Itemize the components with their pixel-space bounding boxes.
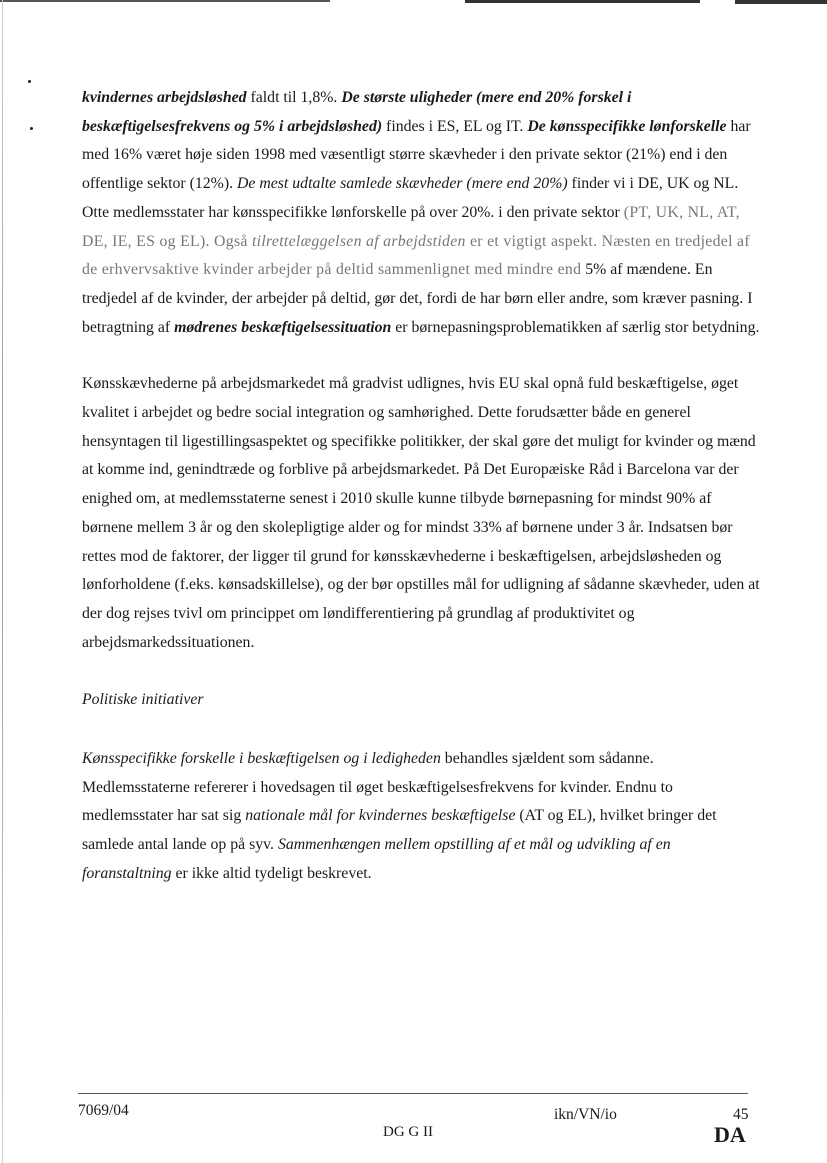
emphasis-text: De kønsspecifikke lønforskelle	[527, 117, 727, 135]
paragraph-initiatives	[82, 745, 760, 889]
emphasis-text: De største uligheder (mere end 20% forskel i beskæftigelsesfrekvens og 5% i arbejdsløshed)	[82, 89, 632, 135]
document-code: 7069/04	[78, 1102, 129, 1119]
scan-edge-segment	[0, 0, 330, 2]
faded-text: er et vigtigt aspekt. Næsten en tredjedel af de erhvervsaktive kvinder arbejder på deltid sammenlignet med mindre end	[82, 232, 750, 279]
faded-emphasis-text: tilrettelæggelsen af arbejdstiden	[251, 232, 466, 250]
faded-text: (PT, UK, NL, AT, DE, IE, ES og EL). Også	[82, 203, 740, 250]
emphasis-text: nationale mål for kvindernes beskæftigelse	[245, 807, 516, 825]
emphasis-text: Sammenhængen mellem opstilling af et mål og udvikling af en foranstaltning	[82, 836, 671, 882]
scan-left-edge	[2, 0, 3, 1163]
body-text: 5% af mændene. En tredjedel af de kvinder, der arbejder på deltid, gør det, fordi de har børn eller andre, som kræver pasning. I betragtning af	[82, 261, 753, 336]
paragraph-gender-gaps: Kønsskævhederne på arbejdsmarkedet må gradvist udlignes, hvis EU skal opnå fuld beskæftigelse, øget kvalitet i arbejdet og bedre social integration og samhørighed. Dette forudsætter både en generel hensyntagen til ligestillingsaspektet og specifikke politikker, der skal gøre det muligt for kvinder og mænd at komme ind, genindtræde og forblive på arbejdsmarkedet. På Det Europæiske Råd i Barcelona var der enighed om, at medlemsstaterne senest i 2010 skulle kunne tilbyde børnepasning for mindst 90% af børnene mellem 3 år og den skolepligtige alder og for mindst 33% af børnene under 3 år. Indsatsen bør rettes mod de faktorer, der ligger til grund for kønsskævhederne i beskæftigelsen, arbejdsløsheden og lønforholdene (f.eks. kønsadskillelse), og der bør opstilles mål for udligning af sådanne skævheder, uden at der dog rejses tvivl om princippet om løndifferentiering på grundlag af produktivitet og arbejdsmarkedssituationen.	[82, 375, 760, 651]
emphasis-text: kvindernes arbejdsløshed	[82, 89, 247, 106]
body-text: (AT og EL), hvilket bringer det samlede antal lande op på syv.	[82, 807, 717, 854]
emphasis-text: De mest udtalte samlede skævheder (mere end 20%)	[237, 175, 568, 193]
footer-divider	[78, 1093, 748, 1094]
body-text: faldt til 1,8%.	[246, 89, 342, 106]
paragraph-statistics	[82, 84, 760, 342]
body-text: finder vi i DE, UK og NL. Otte medlemsstater har kønsspecifikke lønforskelle på over 20%. i den private sektor	[82, 175, 739, 221]
scan-top-edge	[0, 0, 827, 8]
scan-speck	[28, 80, 31, 83]
language-code: DA	[714, 1122, 746, 1147]
body-text: behandles sjældent som sådanne. Medlemsstaterne refererer i hovedsagen til øget beskæftigelsesfrekvens for kvinder. Endnu to medlemsstater har sat sig	[82, 750, 673, 825]
body-text: har med 16% været høje siden 1998 med væsentligt større skævheder i den private sektor (21%) end i den offentlige sektor (12%).	[82, 117, 751, 193]
scan-edge-segment	[465, 0, 700, 3]
body-text: er ikke altid tydeligt beskrevet.	[171, 864, 372, 882]
section-heading: Politiske initiativer	[82, 691, 204, 709]
scan-edge-segment	[735, 0, 827, 4]
directorate-label: DG G II	[383, 1124, 433, 1140]
emphasis-text: Kønsspecifikke forskelle i beskæftigelsen og i ledigheden	[82, 750, 441, 768]
scan-speck	[30, 127, 33, 130]
document-body	[82, 84, 760, 889]
body-text: er børnepasningsproblematikken af særlig stor betydning.	[391, 318, 760, 336]
page-number: 45	[733, 1106, 749, 1123]
emphasis-text: mødrenes beskæftigelsessituation	[174, 318, 392, 336]
body-text: findes i ES, EL og IT.	[382, 117, 528, 135]
author-reference: ikn/VN/io	[554, 1106, 617, 1123]
